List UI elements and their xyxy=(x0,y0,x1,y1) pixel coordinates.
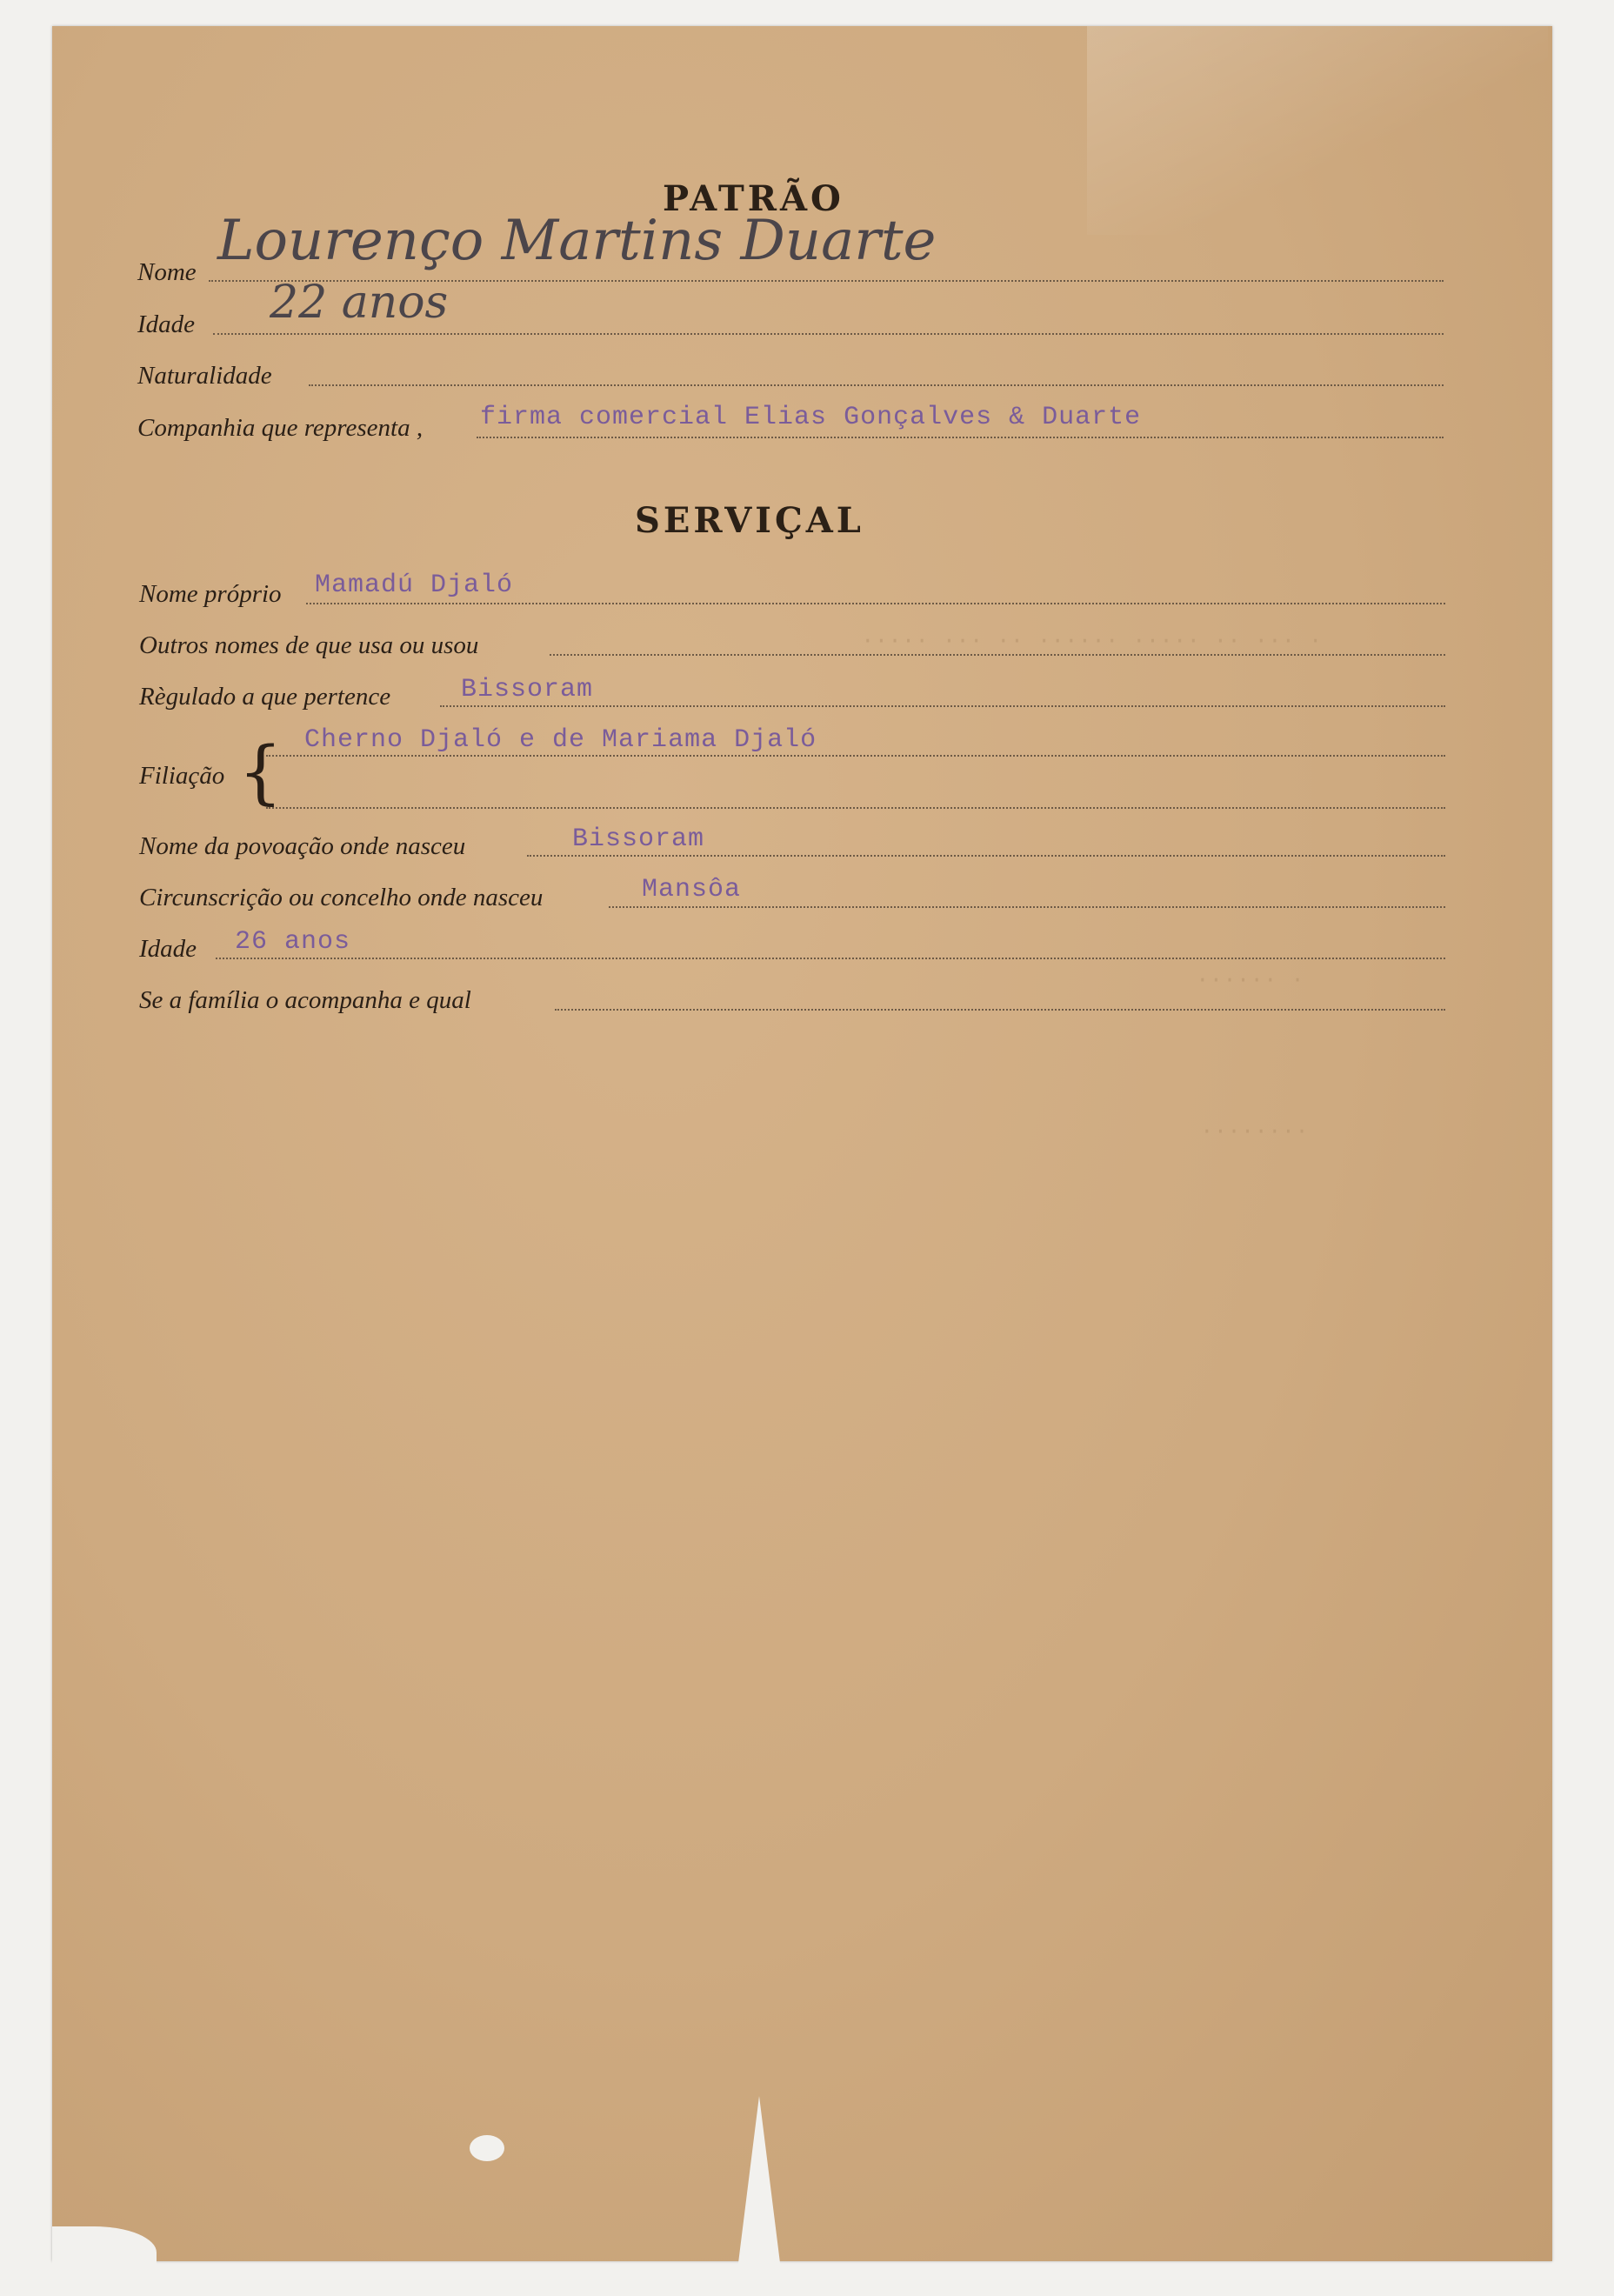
circunscricao-typed-value: Mansôa xyxy=(642,875,742,904)
nome-proprio-dotted-line xyxy=(306,603,1445,604)
familia-dotted-line xyxy=(555,1009,1445,1011)
circunscricao-dotted-line xyxy=(609,906,1445,908)
regulado-dotted-line xyxy=(440,705,1445,707)
bleed-through-text: ····· ··· ·· ······ ····· ·· ··· · xyxy=(861,628,1323,654)
servical-idade-typed-value: 26 anos xyxy=(235,927,351,957)
form-paper xyxy=(52,26,1552,2261)
familia-label: Se a família o acompanha e qual xyxy=(139,986,471,1014)
idade-dotted-line xyxy=(213,333,1444,335)
filiacao-dotted-line-2 xyxy=(266,807,1445,809)
servical-idade-label: Idade xyxy=(139,935,197,963)
filiacao-brace: { xyxy=(238,731,283,812)
nome-handwritten-value: Lourenço Martins Duarte xyxy=(217,209,937,273)
idade-handwritten-value: 22 anos xyxy=(270,277,449,329)
filiacao-typed-value: Cherno Djaló e de Mariama Djaló xyxy=(304,725,817,755)
patrao-heading: PATRÃO xyxy=(663,178,844,219)
nome-label: Nome xyxy=(137,258,197,286)
companhia-dotted-line xyxy=(477,437,1444,438)
naturalidade-dotted-line xyxy=(309,384,1444,386)
regulado-typed-value: Bissoram xyxy=(461,675,594,704)
povoacao-dotted-line xyxy=(527,855,1445,857)
naturalidade-label: Naturalidade xyxy=(137,362,272,390)
circunscricao-label: Circunscrição ou concelho onde nasceu xyxy=(139,884,544,911)
bleed-through-text-3: ········ xyxy=(1200,1118,1309,1145)
outros-nomes-label: Outros nomes de que usa ou usou xyxy=(139,631,479,659)
filiacao-label: Filiação xyxy=(139,762,225,790)
povoacao-typed-value: Bissoram xyxy=(572,824,705,854)
filiacao-dotted-line-1 xyxy=(266,755,1445,757)
servical-idade-dotted-line xyxy=(216,958,1445,959)
nome-proprio-label: Nome próprio xyxy=(139,580,282,608)
paper-hole xyxy=(470,2135,504,2161)
companhia-label: Companhia que representa , xyxy=(137,414,424,442)
outros-nomes-dotted-line xyxy=(550,654,1445,656)
regulado-label: Règulado a que pertence xyxy=(139,683,391,711)
bleed-through-text-2: ······ · xyxy=(1196,967,1304,993)
idade-label: Idade xyxy=(137,310,196,338)
companhia-typed-value: firma comercial Elias Gonçalves & Duarte xyxy=(480,403,1142,432)
povoacao-label: Nome da povoação onde nasceu xyxy=(139,832,466,860)
servical-heading: SERVIÇAL xyxy=(635,500,864,541)
nome-proprio-typed-value: Mamadú Djaló xyxy=(315,571,514,600)
